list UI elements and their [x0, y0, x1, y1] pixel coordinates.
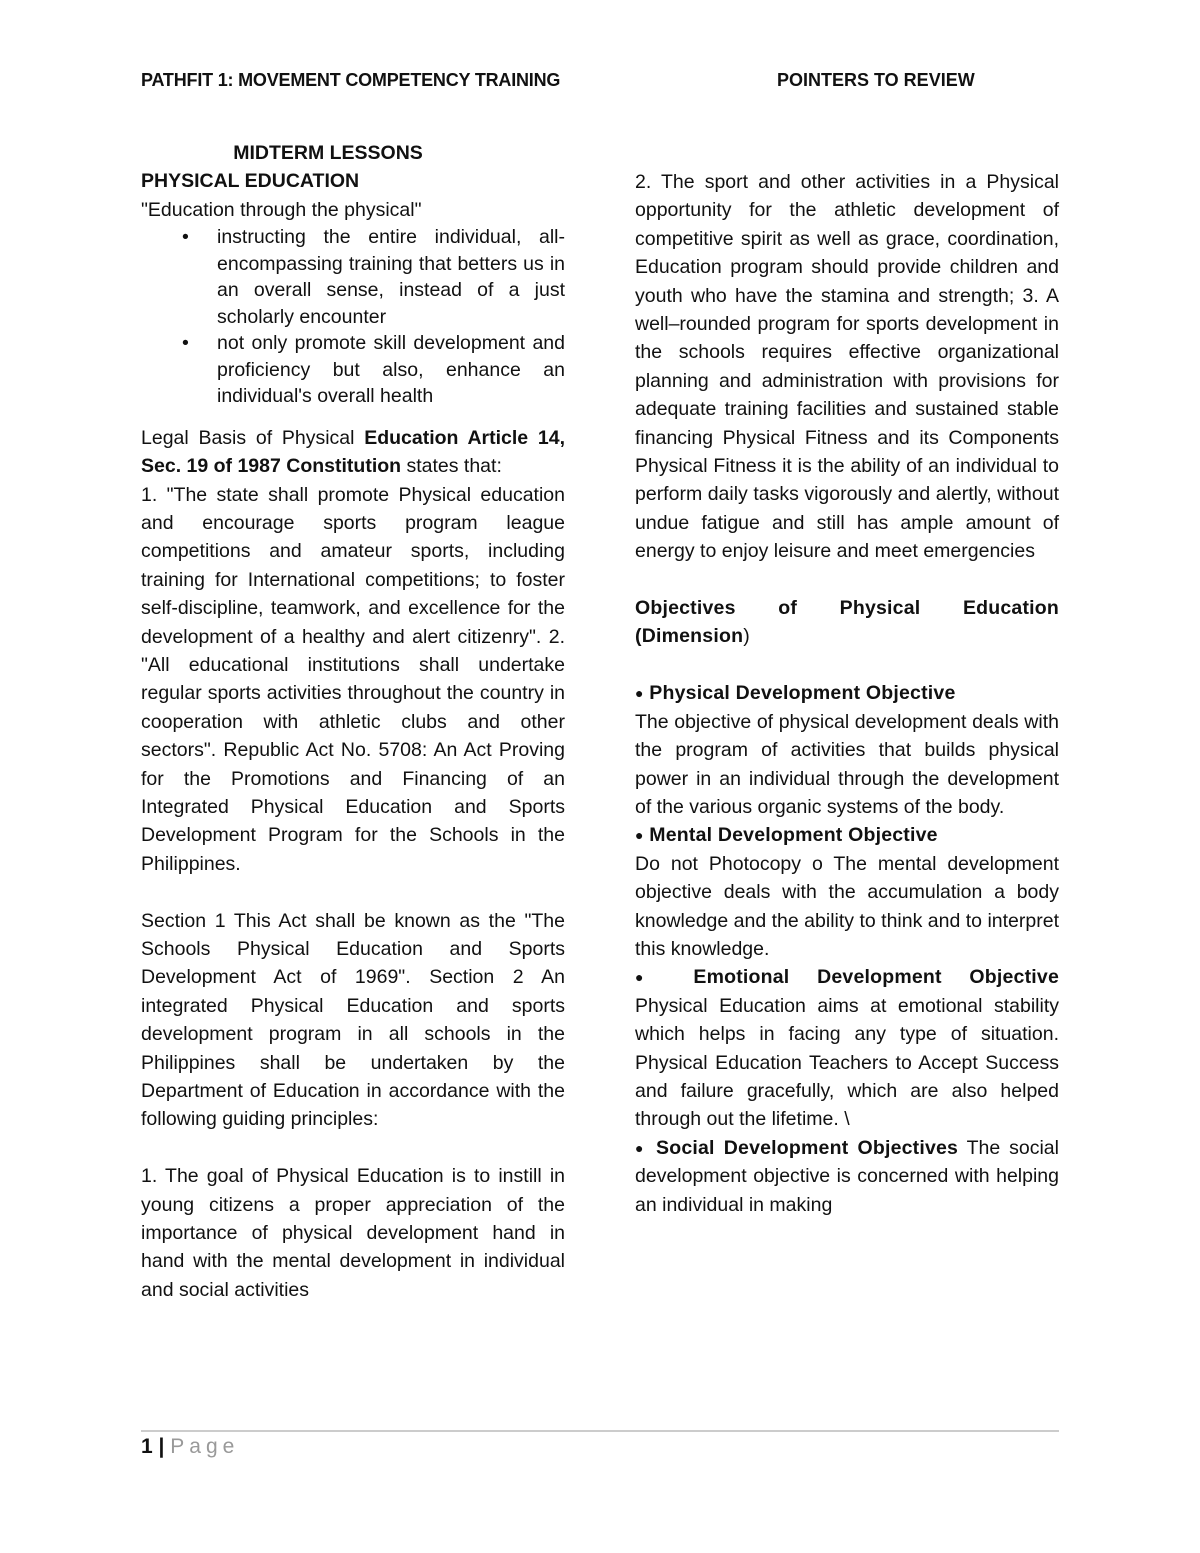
list-item: [182, 224, 565, 330]
mental-objective-heading: [635, 821, 1059, 849]
pe-heading: PHYSICAL EDUCATION: [141, 170, 360, 193]
section-act-paragraph: Section 1 This Act shall be known as the "The Schools Physical Education and Sports Development Act of 1969". Section 2 An integrated Physical Education and sports development program in all schools in the Philippines shall be undertaken by the Department of Education in accordance with the following guiding principles:: [141, 909, 565, 1131]
goal-paragraph: 1. The goal of Physical Education is to instill in young citizens a proper appreciation of the importance of physical development hand in hand with the mental development in individual and social activities: [141, 1165, 565, 1301]
page-number: 1: [141, 1435, 153, 1458]
legal-intro-text: Legal Basis of Physical: [141, 426, 365, 449]
bullet-icon: •: [182, 332, 189, 355]
bullet-text: instructing the entire individual, all-encompassing training that betters us in an overall sense, instead of a just scholarly encounter: [217, 226, 565, 328]
footer-separator: |: [158, 1435, 165, 1458]
pe-bullet-list: [141, 224, 565, 410]
legal-intro-bold: Education Article 14, Sec. 19 of 1987 Constitution: [141, 426, 565, 478]
header-pointers-label: POINTERS TO REVIEW: [777, 70, 975, 90]
pe-tagline: "Education through the physical": [141, 198, 422, 221]
social-objective-body: The social development objective is concerned with helping an individual in making: [635, 1136, 1059, 1216]
lessons-title: MIDTERM LESSONS: [233, 142, 423, 164]
social-objective-paragraph: [635, 1134, 1059, 1219]
social-objective-title: Social Development Objectives: [656, 1136, 959, 1159]
emotional-objective-heading: [635, 963, 1059, 991]
objectives-heading-close: ): [743, 625, 750, 648]
objectives-heading: [635, 594, 1059, 651]
physical-objective-body: The objective of physical development deals with the program of activities that builds physical power in an individual through the development of the various organic systems of the body.: [635, 710, 1059, 818]
page-footer: [141, 1433, 239, 1461]
emotional-objective-title: Emotional Development Objective: [693, 966, 1059, 989]
legal-body-paragraph: 1. "The state shall promote Physical education and encourage sports program league competitions and amateur sports, including training for International competitions; to foster self-discipline, teamwork, and excellence for the development of a healthy and alert citizenry". 2. "All educational institutions shall undertake regular sports activities throughout the country in cooperation with athletic clubs and other sectors". Republic Act No. 5708: An Act Proving for the Promotions and Financing of an Integrated Physical Education and Sports Development Program for the Schools in the Philippines.: [141, 483, 565, 875]
legal-basis-paragraph: [141, 424, 565, 481]
page-header: [141, 70, 1059, 96]
left-column: [141, 139, 565, 1304]
bullet-icon: ●: [635, 685, 644, 702]
bullet-icon: ●: [635, 969, 666, 986]
bullet-text: not only promote skill development and proficiency but also, enhance an individual's overall health: [217, 332, 565, 408]
footer-divider: [141, 1430, 1059, 1432]
bullet-icon: ●: [635, 827, 644, 844]
sports-program-paragraph: 2. The sport and other activities in a Physical opportunity for the athletic development of competitive spirit as well as grace, coordination, Education program should provide children and youth who have the stamina and strength; 3. A well–rounded program for sports development in the schools requires effective organizational planning and administration with provisions for adequate training facilities and sustained stable financing Physical Fitness and its Components Physical Fitness it is the ability of an individual to perform daily tasks vigorously and alertly, without undue fatigue and still has ample amount of energy to enjoy leisure and meet emergencies: [635, 171, 1059, 563]
physical-objective-heading: [635, 679, 1059, 707]
list-item: [182, 330, 565, 410]
header-course-title: PATHFIT 1: MOVEMENT COMPETENCY TRAINING: [141, 70, 561, 90]
objectives-heading-dimension: Dimension: [641, 625, 744, 648]
right-column: [635, 168, 1059, 1219]
physical-objective-title: Physical Development Objective: [649, 682, 956, 705]
bullet-icon: ●: [635, 1139, 648, 1156]
mental-objective-title: Mental Development Objective: [649, 824, 938, 847]
page-label: Page: [170, 1435, 240, 1458]
legal-intro-tail: states that:: [401, 455, 502, 478]
bullet-icon: •: [182, 226, 189, 249]
emotional-objective-body: Physical Education aims at emotional stability which helps in facing any type of situation. Physical Education Teachers to Accept Success and failure gracefully, which are also helped through out the lifetime. \: [635, 994, 1059, 1131]
objectives-heading-text: Objectives of Physical Education (: [635, 597, 1059, 648]
mental-objective-body: Do not Photocopy o The mental development objective deals with the accumulation a body knowledge and the ability to think and to interpret this knowledge.: [635, 852, 1059, 960]
